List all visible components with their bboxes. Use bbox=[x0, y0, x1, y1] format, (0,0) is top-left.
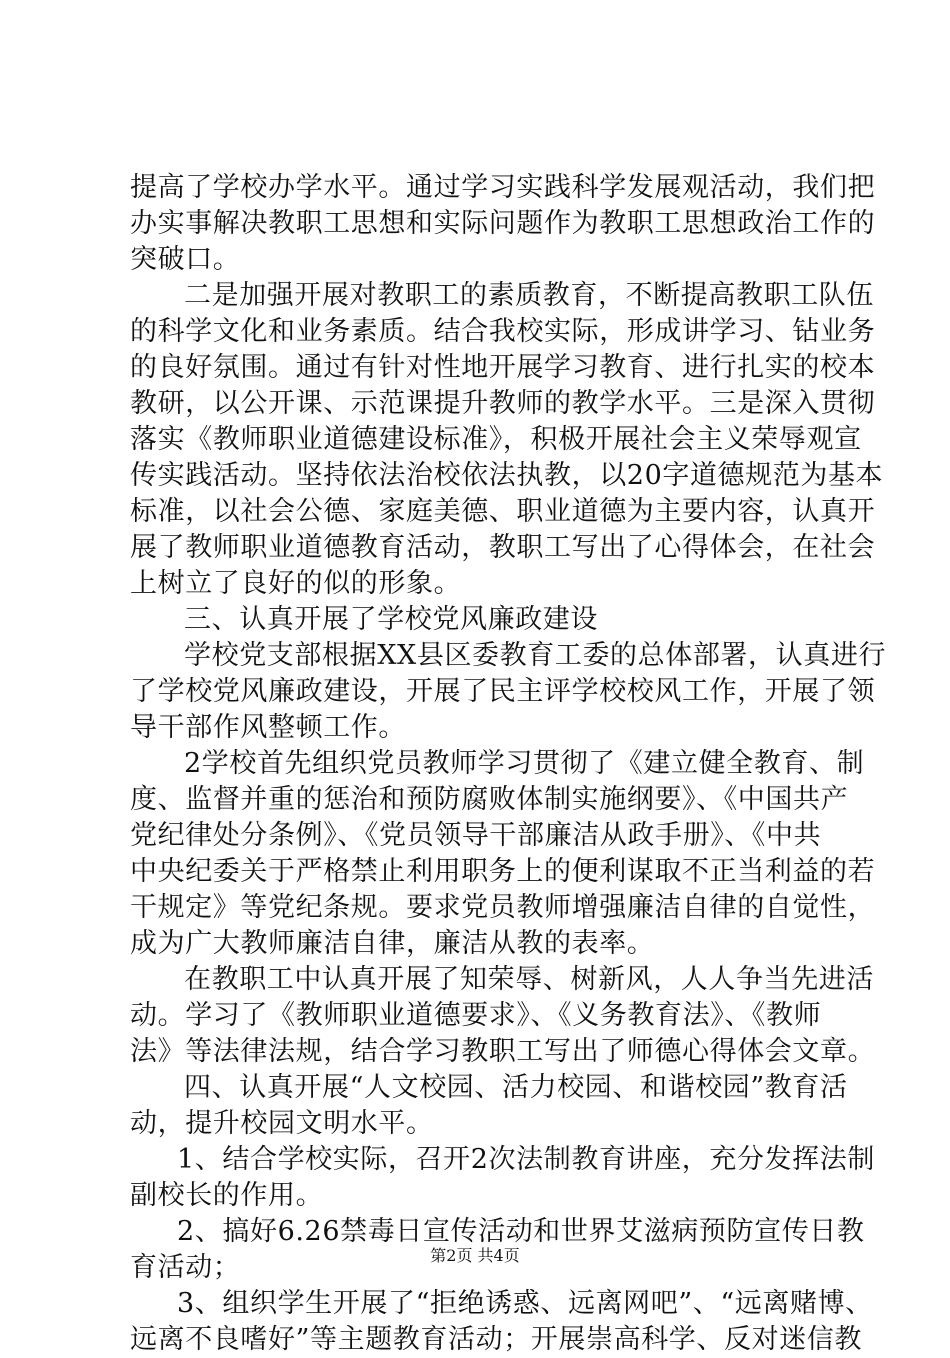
body-line: 提高了学校办学水平。通过学习实践科学发展观活动，我们把 bbox=[130, 172, 876, 203]
body-line: 远离不良嗜好”等主题教育活动；开展崇高科学、反对迷信教 bbox=[130, 1324, 863, 1355]
list-item: 2、搞好6.26禁毒日宣传活动和世界艾滋病预防宣传日教 bbox=[177, 1216, 865, 1247]
list-item: 3、组织学生开展了“拒绝诱惑、远离网吧”、“远离赌博、 bbox=[177, 1288, 873, 1319]
body-line: 传实践活动。坚持依法治校依法执教，以20字道德规范为基本 bbox=[130, 460, 884, 491]
section-heading: 四、认真开展“人文校园、活力校园、和谐校园”教育活 bbox=[184, 1072, 848, 1103]
body-line: 在教职工中认真开展了知荣辱、树新风，人人争当先进活 bbox=[184, 964, 874, 995]
body-line: 办实事解决教职工思想和实际问题作为教职工思想政治工作的 bbox=[130, 208, 876, 239]
body-line: 度、监督并重的惩治和预防腐败体制实施纲要》、《中国共产 bbox=[130, 784, 849, 815]
body-line: 的良好氛围。通过有针对性地开展学习教育、进行扎实的校本 bbox=[130, 352, 876, 383]
body-line: 落实《教师职业道德建设标准》，积极开展社会主义荣辱观宣 bbox=[130, 424, 862, 455]
body-line: 成为广大教师廉洁自律，廉洁从教的表率。 bbox=[130, 928, 655, 959]
body-line: 副校长的作用。 bbox=[130, 1180, 324, 1211]
body-line: 二是加强开展对教职工的素质教育，不断提高教职工队伍 bbox=[184, 280, 874, 311]
body-line: 2学校首先组织党员教师学习贯彻了《建立健全教育、制 bbox=[184, 748, 865, 779]
body-line: 导干部作风整顿工作。 bbox=[130, 712, 406, 743]
body-line: 的科学文化和业务素质。结合我校实际，形成讲学习、钻业务 bbox=[130, 316, 876, 347]
body-line: 了学校党风廉政建设，开展了民主评学校校风工作，开展了领 bbox=[130, 676, 876, 707]
list-item: 1、结合学校实际，召开2次法制教育讲座，充分发挥法制 bbox=[177, 1144, 875, 1175]
body-line: 干规定》等党纪条规。要求党员教师增强廉洁自律的自觉性， bbox=[130, 892, 876, 923]
body-line: 突破口。 bbox=[130, 244, 241, 275]
body-line: 动，提升校园文明水平。 bbox=[130, 1108, 434, 1139]
body-line: 上树立了良好的似的形象。 bbox=[130, 568, 462, 599]
body-line: 学校党支部根据XX县区委教育工委的总体部署，认真进行 bbox=[184, 640, 887, 671]
body-line: 中央纪委关于严格禁止利用职务上的便利谋取不正当利益的若 bbox=[130, 856, 876, 887]
body-line: 育活动； bbox=[130, 1252, 241, 1283]
body-line: 标准，以社会公德、家庭美德、职业道德为主要内容，认真开 bbox=[130, 496, 876, 527]
page-number: 第2页 共4页 bbox=[430, 1246, 520, 1265]
body-line: 法》等法律法规，结合学习教职工写出了师德心得体会文章。 bbox=[130, 1036, 876, 1067]
body-line: 展了教师职业道德教育活动，教职工写出了心得体会，在社会 bbox=[130, 532, 876, 563]
body-line: 教研，以公开课、示范课提升教师的教学水平。三是深入贯彻 bbox=[130, 388, 876, 419]
body-line: 动。学习了《教师职业道德要求》、《义务教育法》、《教师 bbox=[130, 1000, 822, 1031]
body-line: 党纪律处分条例》、《党员领导干部廉洁从政手册》、《中共 bbox=[130, 820, 822, 851]
section-heading: 三、认真开展了学校党风廉政建设 bbox=[184, 604, 598, 635]
document-body bbox=[130, 170, 887, 1358]
